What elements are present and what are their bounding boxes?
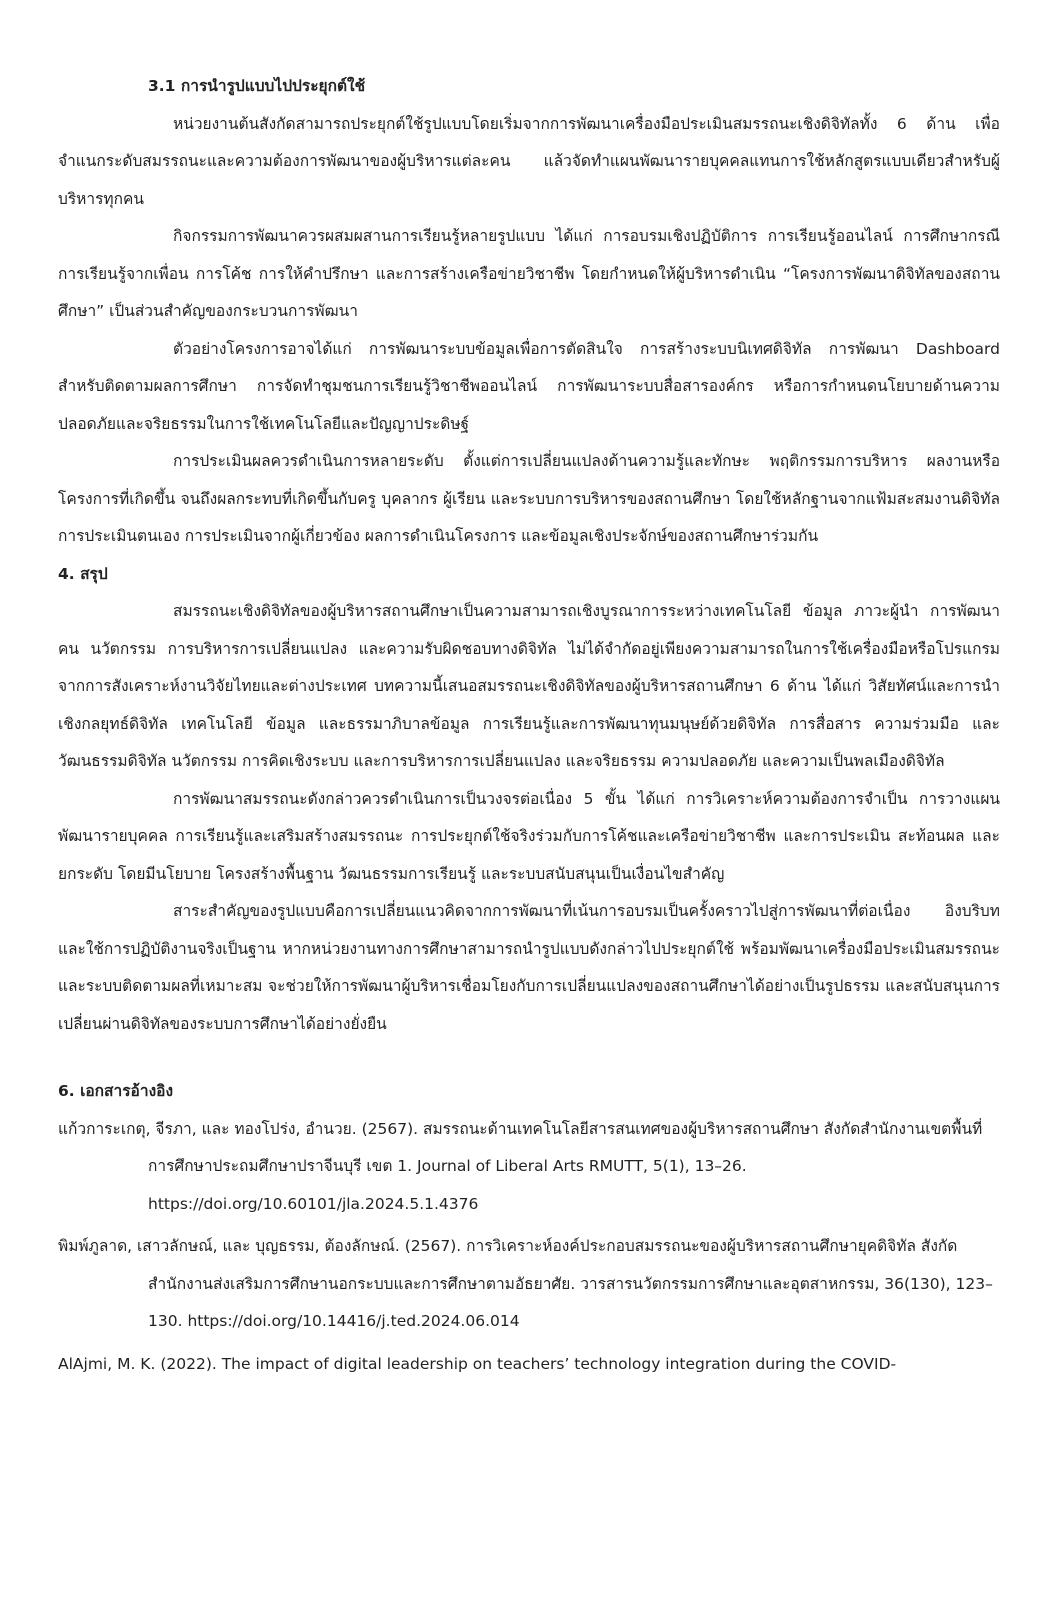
- section-3-1-paragraph-3: ตัวอย่างโครงการอาจได้แก่ การพัฒนาระบบข้อมูลเพื่อการตัดสินใจ การสร้างระบบนิเทศดิจิทัล การพัฒนา Dashboard สำหรับติดตามผลการศึกษา การจัดทำชุมชนการเรียนรู้วิชาชีพออนไลน์ การพัฒนาระบบสื่อสารองค์กร หรือการกำหนดนโยบายด้านความปลอดภัยและจริยธรรมในการใช้เทคโนโลยีและปัญญาประดิษฐ์: [58, 339, 1000, 433]
- section-3-1-paragraph-2: กิจกรรมการพัฒนาควรผสมผสานการเรียนรู้หลายรูปแบบ ได้แก่ การอบรมเชิงปฏิบัติการ การเรียนรู้ออนไลน์ การศึกษากรณี การเรียนรู้จากเพื่อน การโค้ช การให้คำปรึกษา และการสร้างเครือข่ายวิชาชีพ โดยกำหนดให้ผู้บริหารดำเนิน “โครงการพัฒนาดิจิทัลของสถานศึกษา” เป็นส่วนสำคัญของกระบวนการพัฒนา: [58, 227, 1000, 320]
- section-3-1-paragraph-4: การประเมินผลควรดำเนินการหลายระดับ ตั้งแต่การเปลี่ยนแปลงด้านความรู้และทักษะ พฤติกรรมการบริหาร ผลงานหรือโครงการที่เกิดขึ้น จนถึงผลกระทบที่เกิดขึ้นกับครู บุคลากร ผู้เรียน และระบบการบริหารของสถานศึกษา โดยใช้หลักฐานจากแฟ้มสะสมงานดิจิทัล การประเมินตนเอง การประเมินจากผู้เกี่ยวข้อง ผลการดำเนินโครงการ และข้อมูลเชิงประจักษ์ของสถานศึกษาร่วมกัน: [58, 452, 1000, 545]
- section-spacer: [58, 1043, 1000, 1073]
- reference-entry: AlAjmi, M. K. (2022). The impact of digital leadership on teachers’ technology integration during the COVID-: [58, 1354, 897, 1373]
- reference-entry: พิมพ์ภูลาด, เสาวลักษณ์, และ บุญธรรม, ต้องลักษณ์. (2567). การวิเคราะห์องค์ประกอบสมรรถนะของผู้บริหารสถานศึกษายุคดิจิทัล สังกัดสำนักงานส่งเสริมการศึกษานอกระบบและการศึกษาตามอัธยาศัย. วารสารนวัตกรรมการศึกษาและอุตสาหกรรม, 36(130), 123–130. https://doi.org/10.14416/j.ted.2024.06.014: [58, 1237, 993, 1330]
- section-3-1-paragraph-1: หน่วยงานต้นสังกัดสามารถประยุกต์ใช้รูปแบบโดยเริ่มจากการพัฒนาเครื่องมือประเมินสมรรถนะเชิงดิจิทัลทั้ง 6 ด้าน เพื่อจำแนกระดับสมรรถนะและความต้องการพัฒนาของผู้บริหารแต่ละคน แล้วจัดทำแผนพัฒนารายบุคคลแทนการใช้หลักสูตรแบบเดียวสำหรับผู้บริหารทุกคน: [58, 114, 1000, 208]
- section-3-1-heading: 3.1 การนำรูปแบบไปประยุกต์ใช้: [148, 77, 366, 95]
- section-4-heading: 4. สรุป: [58, 564, 108, 583]
- section-4-paragraph-1: สมรรถนะเชิงดิจิทัลของผู้บริหารสถานศึกษาเป็นความสามารถเชิงบูรณาการระหว่างเทคโนโลยี ข้อมูล ภาวะผู้นำ การพัฒนาคน นวัตกรรม การบริหารการเปลี่ยนแปลง และความรับผิดชอบทางดิจิทัล ไม่ได้จำกัดอยู่เพียงความสามารถในการใช้เครื่องมือหรือโปรแกรม จากการสังเคราะห์งานวิจัยไทยและต่างประเทศ บทความนี้เสนอสมรรถนะเชิงดิจิทัลของผู้บริหารสถานศึกษา 6 ด้าน ได้แก่ วิสัยทัศน์และการนำเชิงกลยุทธ์ดิจิทัล เทคโนโลยี ข้อมูล และธรรมาภิบาลข้อมูล การเรียนรู้และการพัฒนาทุนมนุษย์ด้วยดิจิทัล การสื่อสาร ความร่วมมือ และวัฒนธรรมดิจิทัล นวัตกรรม การคิดเชิงระบบ และการบริหารการเปลี่ยนแปลง และจริยธรรม ความปลอดภัย และความเป็นพลเมืองดิจิทัล: [58, 602, 1000, 770]
- reference-entry: แก้วการะเกตุ, จีรภา, และ ทองโปร่ง, อำนวย. (2567). สมรรถนะด้านเทคโนโลยีสารสนเทศของผู้บริหารสถานศึกษา สังกัดสำนักงานเขตพื้นที่การศึกษาประถมศึกษาปราจีนบุรี เขต 1. Journal of Liberal Arts RMUTT, 5(1), 13–26. https://doi.org/10.60101/jla.2024.5.1.4376: [58, 1119, 983, 1213]
- section-4-paragraph-3: สาระสำคัญของรูปแบบคือการเปลี่ยนแนวคิดจากการพัฒนาที่เน้นการอบรมเป็นครั้งคราวไปสู่การพัฒนาที่ต่อเนื่อง อิงบริบท และใช้การปฏิบัติงานจริงเป็นฐาน หากหน่วยงานทางการศึกษาสามารถนำรูปแบบดังกล่าวไปประยุกต์ใช้ พร้อมพัฒนาเครื่องมือประเมินสมรรถนะและระบบติดตามผลที่เหมาะสม จะช่วยให้การพัฒนาผู้บริหารเชื่อมโยงกับการเปลี่ยนแปลงของสถานศึกษาได้อย่างเป็นรูปธรรม และสนับสนุนการเปลี่ยนผ่านดิจิทัลของระบบการศึกษาได้อย่างยั่งยืน: [58, 902, 1000, 1033]
- references-heading: 6. เอกสารอ้างอิง: [58, 1082, 174, 1100]
- document-page: [58, 68, 1000, 1383]
- section-4-paragraph-2: การพัฒนาสมรรถนะดังกล่าวควรดำเนินการเป็นวงจรต่อเนื่อง 5 ขั้น ได้แก่ การวิเคราะห์ความต้องการจำเป็น การวางแผนพัฒนารายบุคคล การเรียนรู้และเสริมสร้างสมรรถนะ การประยุกต์ใช้จริงร่วมกับการโค้ชและเครือข่ายวิชาชีพ และการประเมิน สะท้อนผล และยกระดับ โดยมีนโยบาย โครงสร้างพื้นฐาน วัฒนธรรมการเรียนรู้ และระบบสนับสนุนเป็นเงื่อนไขสำคัญ: [58, 789, 1000, 883]
